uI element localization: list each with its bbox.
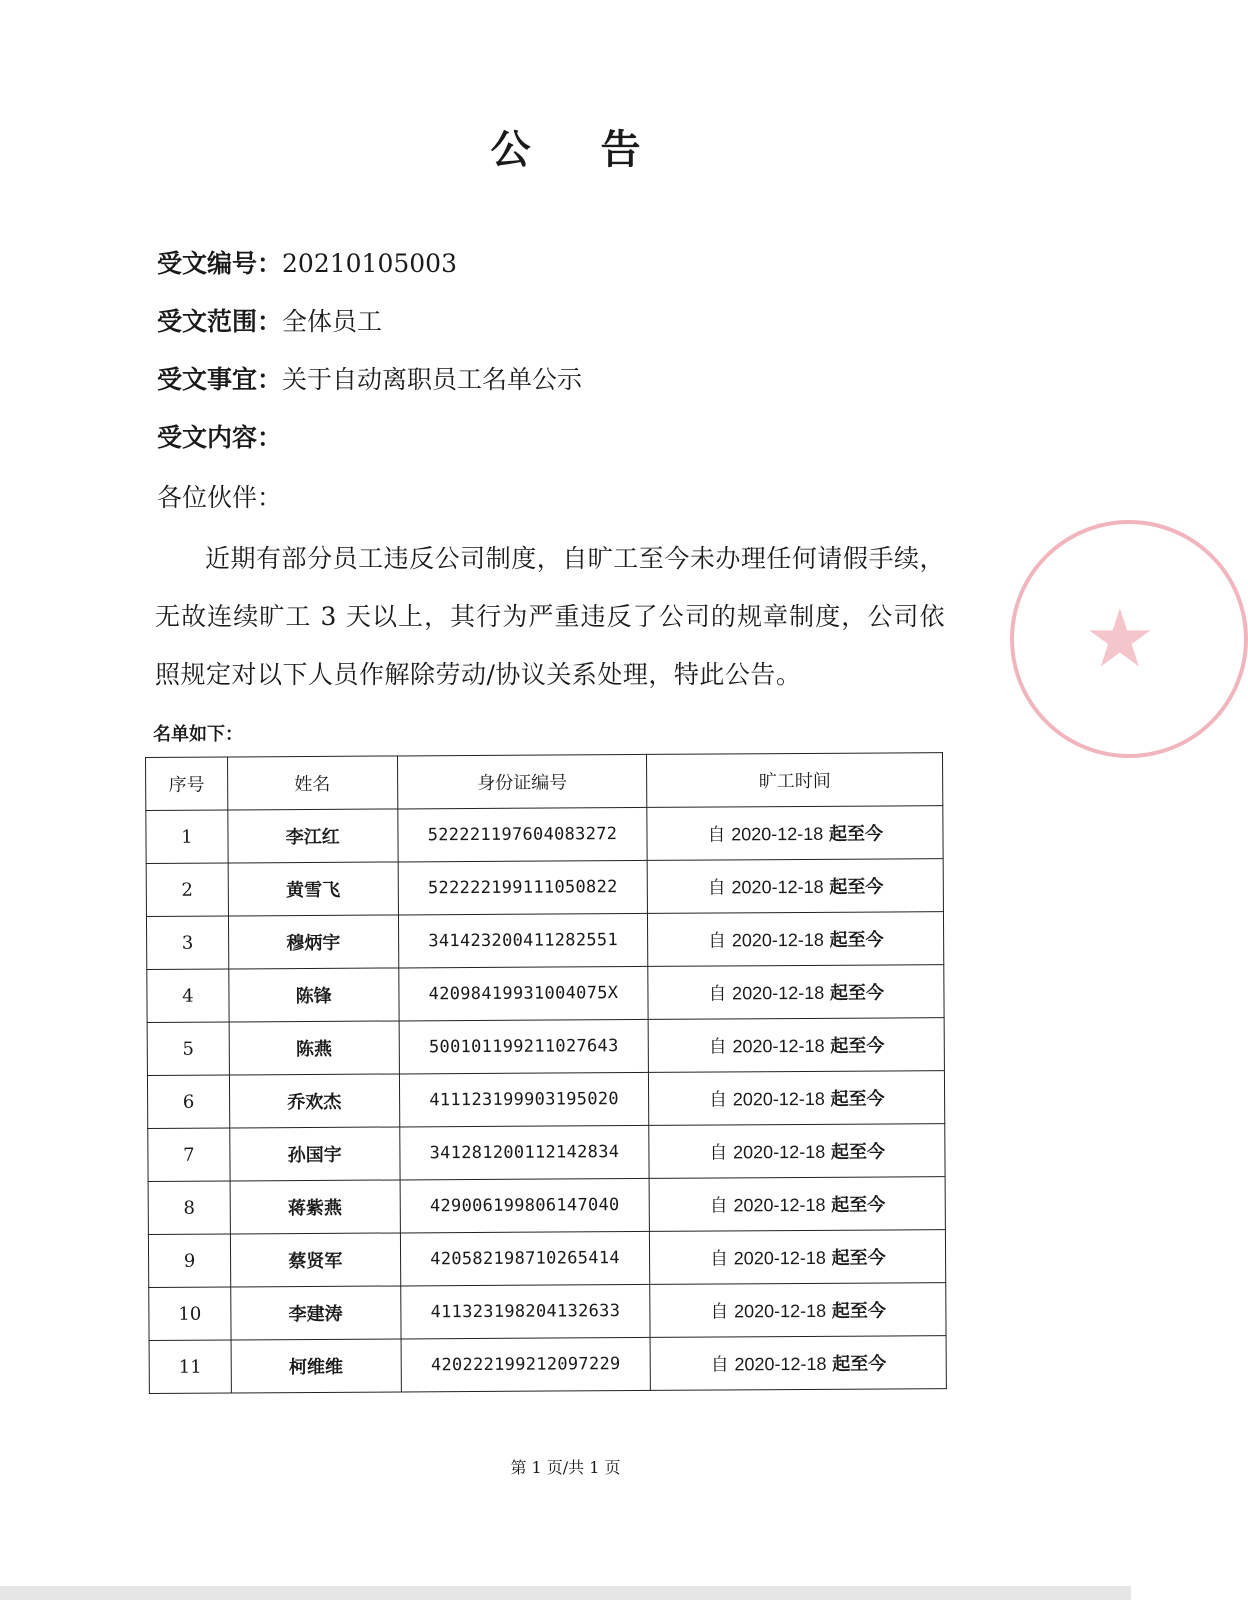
notice-body: 近期有部分员工违反公司制度，自旷工至今未办理任何请假手续，无故连续旷工 3 天以上，其行为严重违反了公司的规章制度，公司依照规定对以下人员作解除劳动/协议关系处理，特此公告。 <box>155 544 945 689</box>
absence-prefix: 自 <box>709 1142 728 1164</box>
star-icon: ★ <box>1084 592 1156 685</box>
row-id: 341281200112142834 <box>399 1125 649 1180</box>
table-row <box>146 806 943 864</box>
row-absence <box>649 1124 945 1179</box>
row-name: 柯维维 <box>231 1339 401 1393</box>
absence-suffix: 起至今 <box>831 1194 886 1216</box>
field-scope <box>157 302 382 338</box>
header-name: 姓名 <box>227 756 397 810</box>
absence-prefix: 自 <box>708 1036 727 1058</box>
row-number: 9 <box>148 1234 230 1287</box>
page-footer: 第 1 页/共 1 页 <box>510 1458 621 1477</box>
subject-label: 受文事宜： <box>157 365 283 394</box>
row-number: 1 <box>146 810 228 863</box>
row-name: 蔡贤军 <box>230 1233 400 1287</box>
absence-suffix: 起至今 <box>830 1035 885 1057</box>
row-id: 411123199903195020 <box>399 1072 649 1127</box>
row-name: 穆炳宇 <box>228 915 398 969</box>
field-subject <box>157 360 582 396</box>
absence-prefix: 自 <box>707 824 726 846</box>
absence-date: 2020-12-18 <box>731 876 824 898</box>
greeting: 各位伙伴： <box>157 483 283 512</box>
absence-prefix: 自 <box>708 1089 728 1111</box>
table-row <box>149 1336 946 1394</box>
absence-suffix: 起至今 <box>831 1247 886 1269</box>
absence-prefix: 自 <box>710 1354 729 1376</box>
absence-date: 2020-12-18 <box>733 1194 826 1216</box>
row-name: 陈燕 <box>229 1021 399 1075</box>
company-seal <box>1010 520 1248 758</box>
row-id: 341423200411282551 <box>398 913 648 968</box>
row-absence <box>648 965 944 1020</box>
row-absence <box>648 912 944 967</box>
row-absence <box>650 1283 946 1338</box>
absence-prefix: 自 <box>710 1301 729 1323</box>
table-header-row <box>146 753 943 811</box>
row-id: 500101199211027643 <box>399 1019 649 1074</box>
document-number-value: 20210105003 <box>282 249 457 278</box>
header-id: 身份证编号 <box>397 754 647 809</box>
row-name: 李江红 <box>228 809 398 863</box>
table-row <box>147 1071 944 1129</box>
content-label: 受文内容： <box>157 423 283 452</box>
employee-table <box>145 752 947 1394</box>
table-row <box>146 859 943 917</box>
row-name: 黄雪飞 <box>228 862 398 916</box>
absence-date: 2020-12-18 <box>731 823 824 845</box>
table-row <box>147 965 944 1023</box>
header-absence: 旷工时间 <box>647 753 943 808</box>
row-number: 11 <box>149 1340 231 1393</box>
table-row <box>149 1283 946 1341</box>
subject-value: 关于自动离职员工名单公示 <box>282 365 583 394</box>
row-name: 蒋紫燕 <box>230 1180 400 1234</box>
row-id: 429006199806147040 <box>400 1178 650 1233</box>
absence-suffix: 起至今 <box>830 1141 885 1163</box>
row-absence <box>648 859 944 914</box>
absence-prefix: 自 <box>708 930 727 952</box>
row-number: 4 <box>147 969 229 1022</box>
document-title: 公 告 <box>490 126 669 173</box>
row-number: 8 <box>148 1181 230 1234</box>
row-number: 7 <box>148 1128 230 1181</box>
row-absence <box>650 1177 946 1232</box>
absence-date: 2020-12-18 <box>734 1300 827 1322</box>
row-id: 420582198710265414 <box>400 1231 650 1286</box>
absence-suffix: 起至今 <box>832 1353 887 1375</box>
row-name: 孙国宇 <box>230 1127 400 1181</box>
row-number: 5 <box>147 1022 229 1075</box>
row-id: 522221197604083272 <box>397 807 647 862</box>
absence-date: 2020-12-18 <box>732 1088 825 1110</box>
absence-suffix: 起至今 <box>829 982 885 1004</box>
absence-prefix: 自 <box>709 1248 729 1270</box>
row-name: 李建涛 <box>231 1286 401 1340</box>
absence-suffix: 起至今 <box>829 929 884 951</box>
absence-suffix: 起至今 <box>828 823 884 845</box>
field-content <box>157 418 282 454</box>
absence-date: 2020-12-18 <box>734 1353 827 1375</box>
absence-date: 2020-12-18 <box>733 1141 826 1163</box>
absence-date: 2020-12-18 <box>732 982 825 1004</box>
header-number: 序号 <box>146 757 228 810</box>
absence-suffix: 起至今 <box>830 1088 885 1110</box>
list-label: 名单如下： <box>153 724 243 745</box>
absence-prefix: 自 <box>708 983 727 1005</box>
row-absence <box>651 1336 947 1391</box>
row-name: 陈锋 <box>229 968 399 1022</box>
absence-prefix: 自 <box>709 1195 728 1217</box>
absence-suffix: 起至今 <box>829 876 884 898</box>
row-name: 乔欢杰 <box>229 1074 399 1128</box>
row-number: 3 <box>146 916 228 969</box>
document-number-label: 受文编号： <box>157 249 283 278</box>
absence-date: 2020-12-18 <box>733 1247 826 1269</box>
row-number: 10 <box>149 1287 231 1340</box>
scan-edge <box>0 1586 1131 1600</box>
table-row <box>146 912 943 970</box>
scope-label: 受文范围： <box>157 307 283 336</box>
field-document-number <box>157 244 457 280</box>
scope-value: 全体员工 <box>282 307 383 336</box>
table-row <box>147 1018 944 1076</box>
row-number: 6 <box>147 1075 229 1128</box>
row-id: 42098419931004075X <box>398 966 648 1021</box>
row-id: 411323198204132633 <box>400 1284 650 1339</box>
row-absence <box>649 1018 945 1073</box>
row-id: 522222199111050822 <box>398 860 648 915</box>
row-absence <box>650 1230 946 1285</box>
row-number: 2 <box>146 863 228 916</box>
row-absence <box>647 806 943 861</box>
row-id: 420222199212097229 <box>401 1337 651 1392</box>
row-absence <box>649 1071 945 1126</box>
table-row <box>148 1124 945 1182</box>
absence-date: 2020-12-18 <box>731 929 824 951</box>
table-row <box>148 1230 945 1288</box>
absence-prefix: 自 <box>707 877 726 899</box>
table-row <box>148 1177 945 1235</box>
absence-suffix: 起至今 <box>831 1300 886 1322</box>
absence-date: 2020-12-18 <box>732 1035 825 1057</box>
